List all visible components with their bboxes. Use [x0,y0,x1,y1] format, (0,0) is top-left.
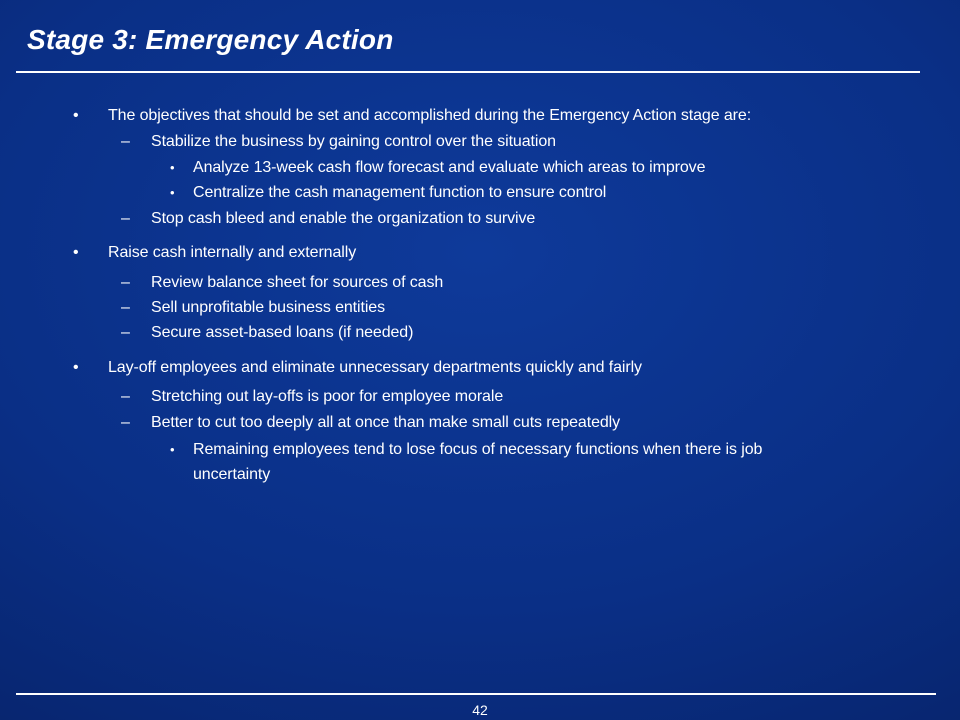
slide-title: Stage 3: Emergency Action [27,24,394,55]
bullet-level2-text: Sell unprofitable business entities [151,299,385,316]
dash-marker: – [121,388,130,405]
dash-marker: – [121,299,130,316]
bullet-marker: • [73,359,79,376]
bullet-level2-text: Stabilize the business by gaining control over the situation [151,133,556,150]
dash-marker: – [121,414,130,431]
bullet-level1-text: Raise cash internally and externally [108,244,357,261]
bullet-level2-text: Stretching out lay-offs is poor for employee morale [151,388,504,405]
bullet-level2-text: Secure asset-based loans (if needed) [151,324,414,341]
bullet-level3-text: Centralize the cash management function to ensure control [193,184,607,201]
dash-marker: – [121,274,130,291]
bullet-level1-text: Lay-off employees and eliminate unnecessary departments quickly and fairly [108,359,642,376]
dash-marker: – [121,210,130,227]
bullet-level2-text: Better to cut too deeply all at once than make small cuts repeatedly [151,414,621,431]
bullet-level2-text: Stop cash bleed and enable the organization to survive [151,210,536,227]
bullet-level2-text: Review balance sheet for sources of cash [151,274,444,291]
dash-marker: – [121,324,130,341]
bullet-marker: • [170,185,175,200]
bullet-level3-continuation: uncertainty [193,466,271,483]
dash-marker: – [121,133,130,150]
bullet-level3-text: Remaining employees tend to lose focus of necessary functions when there is job [193,441,763,458]
bullet-marker: • [170,442,175,457]
bullet-marker: • [73,244,79,261]
bullet-marker: • [73,107,79,124]
bullet-marker: • [170,160,175,175]
page-number: 42 [472,702,488,718]
bullet-level3-text: Analyze 13-week cash flow forecast and evaluate which areas to improve [193,159,706,176]
footer-divider [16,693,936,695]
bullet-level1-text: The objectives that should be set and accomplished during the Emergency Action stage are: [108,107,752,124]
